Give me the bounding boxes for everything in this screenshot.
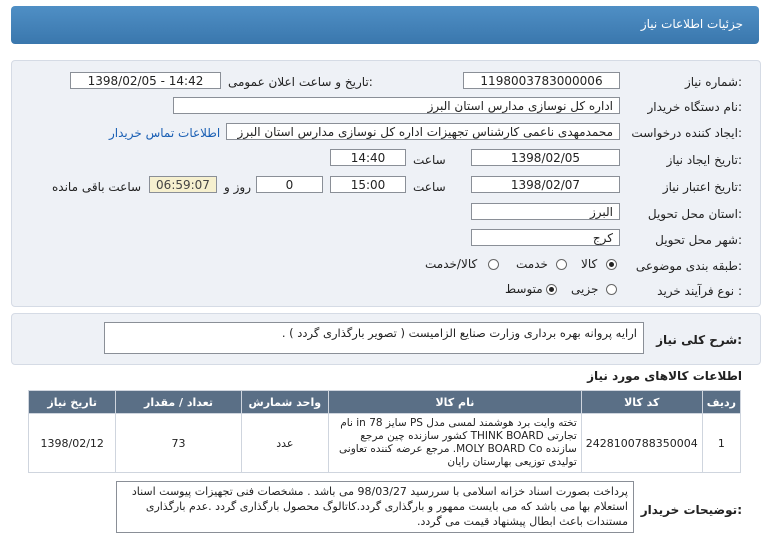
city-label: شهر محل تحویل: — [655, 233, 742, 247]
process-radio-medium[interactable] — [546, 284, 557, 295]
category-label: طبقه بندی موضوعی: — [635, 259, 742, 273]
validity-time-label: ساعت — [413, 180, 446, 194]
cell-date: 1398/02/12 — [29, 414, 116, 473]
col-name: نام کالا — [329, 391, 582, 414]
process-label: نوع فرآیند خرید : — [657, 284, 742, 298]
created-time-label: ساعت — [413, 153, 446, 167]
col-code: کد کالا — [581, 391, 702, 414]
cell-row: 1 — [702, 414, 740, 473]
validity-date-field[interactable]: 1398/02/07 — [471, 176, 620, 193]
cell-qty: 73 — [116, 414, 241, 473]
cell-code: 2428100788350004 — [581, 414, 702, 473]
province-label: استان محل تحویل: — [647, 207, 742, 221]
cell-unit: عدد — [241, 414, 328, 473]
col-row: ردیف — [702, 391, 740, 414]
process-option-medium: متوسط — [505, 282, 543, 296]
notes-text: پرداخت بصورت اسناد خزانه اسلامی با سررسید 98/03/27 می باشد . مشخصات فنی تجهیزات پیوست اسناد استعلام بها می باشد که می بایست ممهور و بارگذاری گردد.کاتالوگ محصول بارگذاری گردد .عدم بارگذاری مستندات باعث ابطال پیشنهاد قیمت می گردد. — [116, 481, 634, 533]
summary-label: شرح کلی نیاز: — [656, 333, 742, 347]
validity-date-label: تاریخ اعتبار نیاز: — [662, 180, 742, 194]
buyer-field[interactable]: اداره کل نوسازی مدارس استان البرز — [173, 97, 620, 114]
items-header-row — [29, 391, 741, 414]
col-qty: تعداد / مقدار — [116, 391, 241, 414]
city-field[interactable]: کرج — [471, 229, 620, 246]
process-option-minor: جزیی — [571, 282, 599, 296]
remaining-days-field[interactable]: 0 — [256, 176, 323, 193]
announce-datetime-field[interactable]: 1398/02/05 - 14:42 — [70, 72, 221, 89]
created-date-label: تاریخ ایجاد نیاز: — [666, 153, 742, 167]
validity-time-field[interactable]: 15:00 — [330, 176, 406, 193]
category-option-goods-service: کالا/خدمت — [425, 257, 478, 271]
days-label: روز و — [224, 180, 251, 194]
page-title: جزئیات اطلاعات نیاز — [640, 17, 743, 31]
need-number-field[interactable]: 1198003783000006 — [463, 72, 620, 89]
col-unit: واحد شمارش — [241, 391, 328, 414]
buyer-contact-link[interactable]: اطلاعات تماس خریدار — [109, 126, 221, 140]
need-number-label: شماره نیاز: — [684, 75, 742, 89]
table-row[interactable] — [29, 414, 741, 473]
cell-name: تخته وایت برد هوشمند لمسی مدل PS سایز 78 in نام تجارتی THINK BOARD کشور سازنده چین مرجع سازنده MOLY BOARD Co. مرجع عرضه کننده تعاونی تولیدی توزیعی بهارستان رایان — [329, 414, 582, 473]
notes-label: توضیحات خریدار: — [640, 503, 742, 517]
category-radio-goods[interactable] — [606, 259, 617, 270]
process-radio-minor[interactable] — [606, 284, 617, 295]
created-time-field[interactable]: 14:40 — [330, 149, 406, 166]
province-field[interactable]: البرز — [471, 203, 620, 220]
items-title: اطلاعات کالاهای مورد نیاز — [587, 369, 742, 383]
items-table — [28, 390, 741, 473]
requester-label: ایجاد کننده درخواست: — [631, 126, 742, 140]
announce-label: تاریخ و ساعت اعلان عمومی: — [228, 75, 373, 89]
category-option-service: خدمت — [516, 257, 548, 271]
remaining-time-field: 06:59:07 — [149, 176, 217, 193]
category-option-goods: کالا — [581, 257, 598, 271]
buyer-label: نام دستگاه خریدار: — [647, 100, 742, 114]
category-radio-service[interactable] — [556, 259, 567, 270]
col-date: تاریخ نیاز — [29, 391, 116, 414]
remaining-label: ساعت باقی مانده — [52, 180, 142, 194]
summary-text: ارایه پروانه بهره برداری وزارت صنایع الزامیست ( تصویر بارگذاری گردد ) . — [104, 322, 644, 354]
created-date-field[interactable]: 1398/02/05 — [471, 149, 620, 166]
page-header — [11, 6, 759, 44]
category-radio-goods-service[interactable] — [488, 259, 499, 270]
requester-field[interactable]: محمدمهدی ناعمی کارشناس تجهیزات اداره کل نوسازی مدارس استان البرز — [226, 123, 620, 140]
